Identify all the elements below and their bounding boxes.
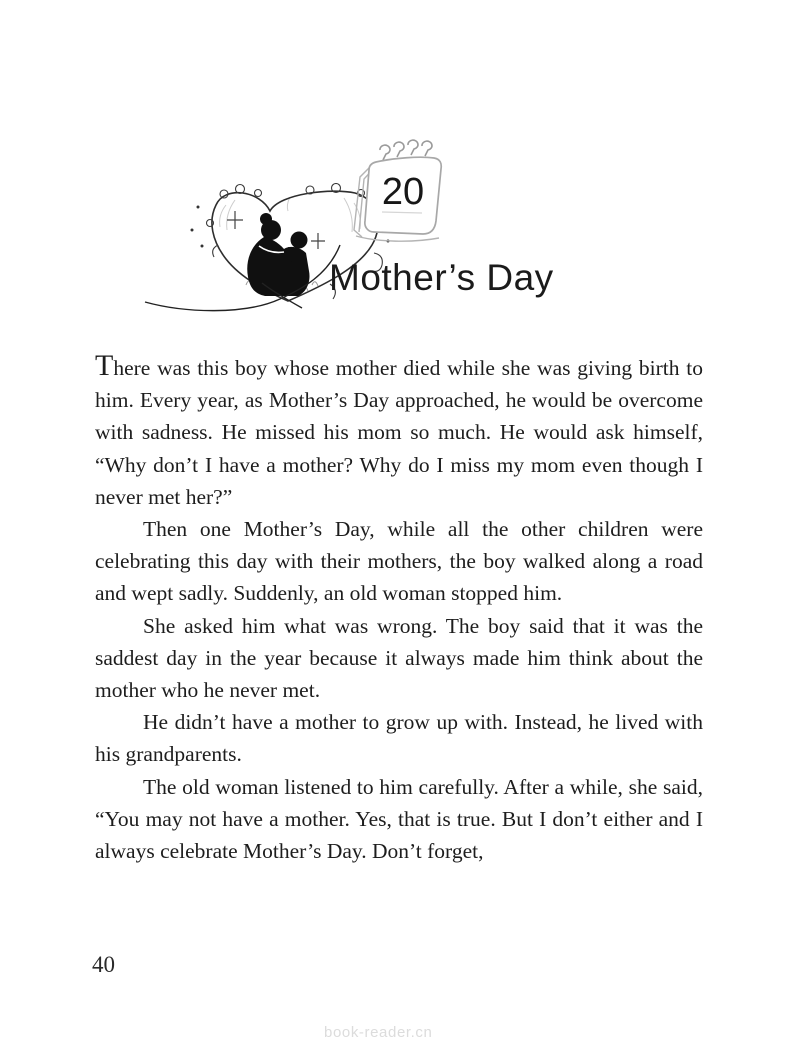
story-body: [95, 349, 703, 867]
chapter-number: 20: [381, 171, 425, 213]
flip-calendar-icon: [342, 134, 458, 252]
chapter-header: [0, 0, 800, 340]
story-paragraph: [95, 349, 703, 513]
story-paragraph: She asked him what was wrong. The boy said that it was the saddest day in the year because it always made him think about the mother who he never met.: [95, 613, 703, 703]
paragraph-initial: T: [95, 349, 114, 382]
watermark: book-reader.cn: [324, 1024, 433, 1041]
story-paragraph: Then one Mother’s Day, while all the other children were celebrating this day with their mothers, the boy walked along a road and wept sadly. Suddenly, an old woman stopped him.: [95, 517, 703, 606]
paragraph-text: here was this boy whose mother died while she was giving birth to him. Every year, as Mother’s Day approached, he would be overcome with sadness. He missed his mom so much. He would ask himself, “Why don’t I have a mother? Why do I miss my mom even though I never met her?”: [95, 356, 703, 509]
chapter-title: Mother’s Day: [329, 257, 554, 298]
story-paragraph: He didn’t have a mother to grow up with. Instead, he lived with his grandparents.: [95, 710, 703, 767]
page-number: 40: [92, 952, 115, 977]
story-paragraph: The old woman listened to him carefully. After a while, she said, “You may not have a mother. Yes, that is true. But I don’t either and I always celebrate Mother’s Day. Don’t forget,: [95, 774, 703, 864]
mother-child-silhouette: [247, 213, 309, 296]
